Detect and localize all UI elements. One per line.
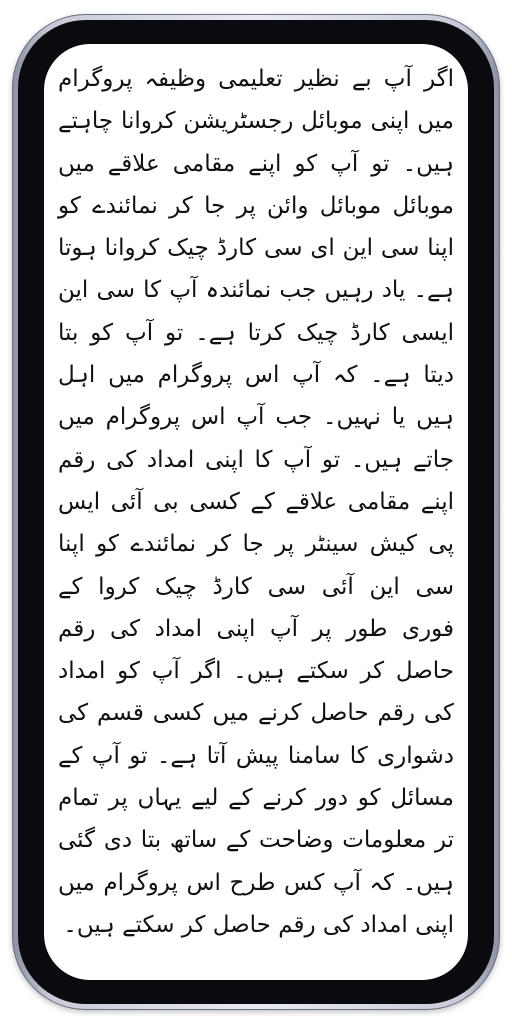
article-paragraph: اگر آپ بے نظیر تعلیمی وظیفہ پروگرام میں اپنی موبائل رجسٹریشن کروانا چاہتے ہیں۔ تو آپ کو اپنے مقامی علاقے میں موبائل موبائل وائن پر جا کر نمائندے کو اپنا سی این ای سی کارڈ چیک کروانا ہوتا ہے۔ یاد رہیں جب نمائندہ آپ کا سی این ایسی کارڈ چیک کرتا ہے۔ تو آپ کو بتا دیتا ہے۔ کہ آپ اس پروگرام میں اہل ہیں یا نہیں۔ جب آپ اس پروگرام میں جاتے ہیں۔ تو آپ کا اپنی امداد کی رقم اپنے مقامی علاقے کے کسی بی آئی ایس پی کیش سینٹر پر جا کر نمائندے کو اپنا سی این آئی سی کارڈ چیک کروا کے فوری طور پر آپ اپنی امداد کی رقم حاصل کر سکتے ہیں۔ اگر آپ کو امداد کی رقم حاصل کرنے میں کسی قسم کی دشواری کا سامنا پیش آتا ہے۔ تو آپ کے مسائل کو دور کرنے کے لیے یہاں پر تمام تر معلومات وضاحت کے ساتھ بتا دی گئی ہیں۔ کہ آپ کس طرح اس پروگرام میں اپنی امداد کی رقم حاصل کر سکتے ہیں۔ <box>58 66 454 938</box>
article-body <box>58 58 454 946</box>
